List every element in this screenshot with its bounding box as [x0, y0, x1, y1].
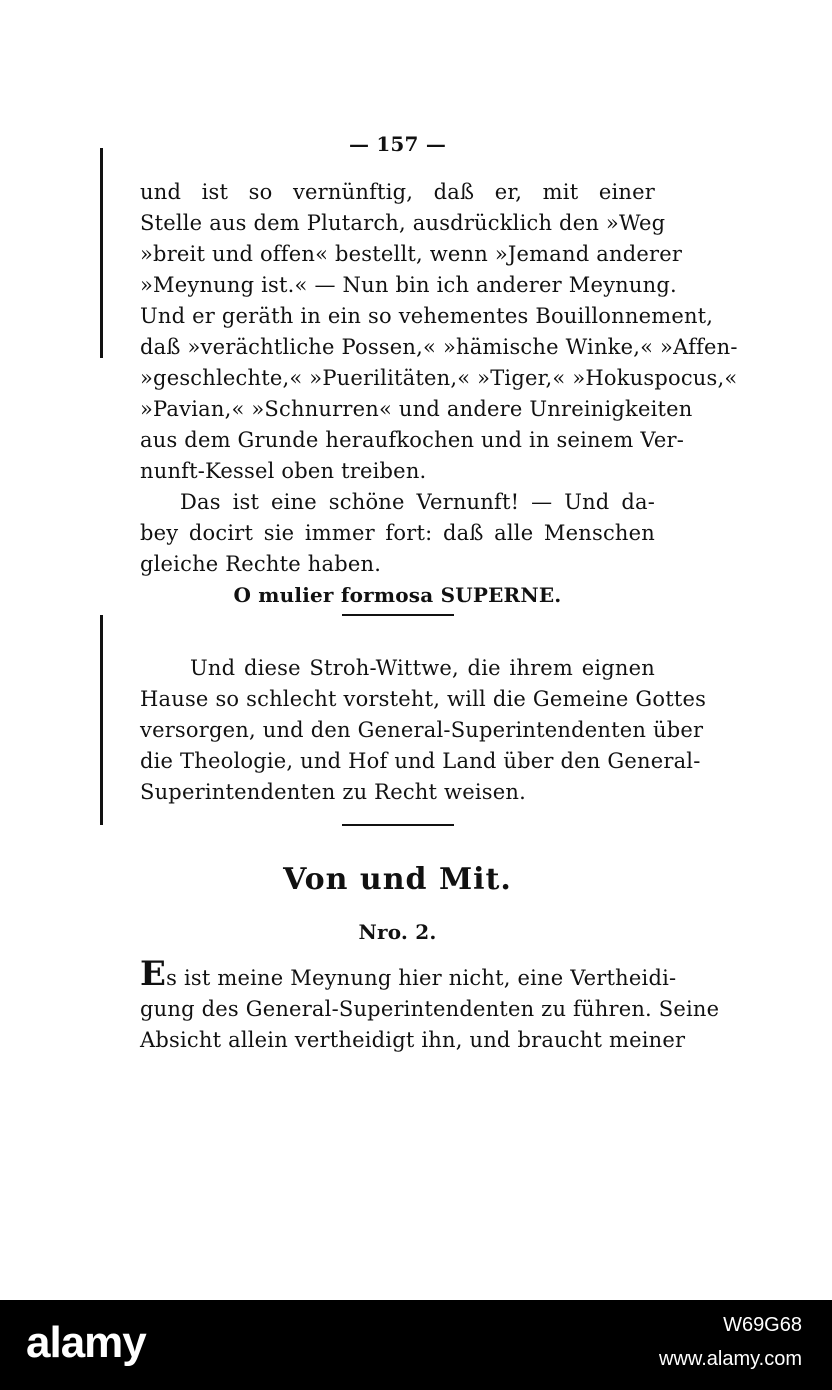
text-line: Und er geräth in ein so vehementes Bouillonnement, — [140, 304, 714, 328]
text-line: Superintendenten zu Recht weisen. — [140, 780, 526, 804]
margin-bar — [100, 615, 103, 825]
text-line: »Pavian,« »Schnurren« und andere Unreinigkeiten — [140, 397, 693, 421]
text-line: die Theologie, und Hof und Land über den General- — [140, 749, 701, 773]
text-line: gleiche Rechte haben. — [140, 552, 382, 576]
section-rule — [342, 824, 454, 826]
text-line: Und diese Stroh-Wittwe, die ihrem eignen — [190, 656, 655, 680]
text-line-with-dropcap — [140, 954, 677, 994]
latin-line: O mulier formosa SUPERNE. — [233, 583, 562, 607]
text-line: aus dem Grunde heraufkochen und in seinem Ver- — [140, 428, 685, 452]
drop-cap: E — [140, 954, 167, 994]
watermark-footer — [0, 1300, 832, 1390]
text-line: Stelle aus dem Plutarch, ausdrücklich den »Weg — [140, 211, 666, 235]
text-line: versorgen, und den General-Superintendenten über — [140, 718, 704, 742]
text-line: daß »verächtliche Possen,« »hämische Winke,« »Affen- — [140, 335, 738, 359]
page-number: — 157 — — [348, 132, 447, 156]
text-line: nunft-Kessel oben treiben. — [140, 459, 427, 483]
image-id: W69G68 — [723, 1314, 802, 1336]
text-line: »Meynung ist.« — Nun bin ich anderer Meynung. — [140, 273, 677, 297]
footer-url: www.alamy.com — [659, 1348, 802, 1370]
text-line: Das ist eine schöne Vernunft! — Und da- — [180, 490, 655, 514]
text-line: »geschlechte,« »Puerilitäten,« »Tiger,« »Hokuspocus,« — [140, 366, 738, 390]
text-line: gung des General-Superintendenten zu führen. Seine — [140, 997, 720, 1021]
text-line: Absicht allein vertheidigt ihn, und braucht meiner — [140, 1028, 686, 1052]
text-line: bey docirt sie immer fort: daß alle Menschen — [140, 521, 655, 545]
section-rule — [342, 614, 454, 616]
text-line: »breit und offen« bestellt, wenn »Jemand anderer — [140, 242, 683, 266]
text-span: s ist meine Meynung hier nicht, eine Vertheidi- — [166, 966, 677, 990]
section-heading: Von und Mit. — [283, 862, 512, 897]
section-number: Nro. 2. — [358, 920, 437, 944]
text-line: Hause so schlecht vorsteht, will die Gemeine Gottes — [140, 687, 707, 711]
alamy-logo: alamy — [26, 1318, 146, 1367]
margin-bar — [100, 148, 103, 358]
text-line: und ist so vernünftig, daß er, mit einer — [140, 180, 655, 204]
